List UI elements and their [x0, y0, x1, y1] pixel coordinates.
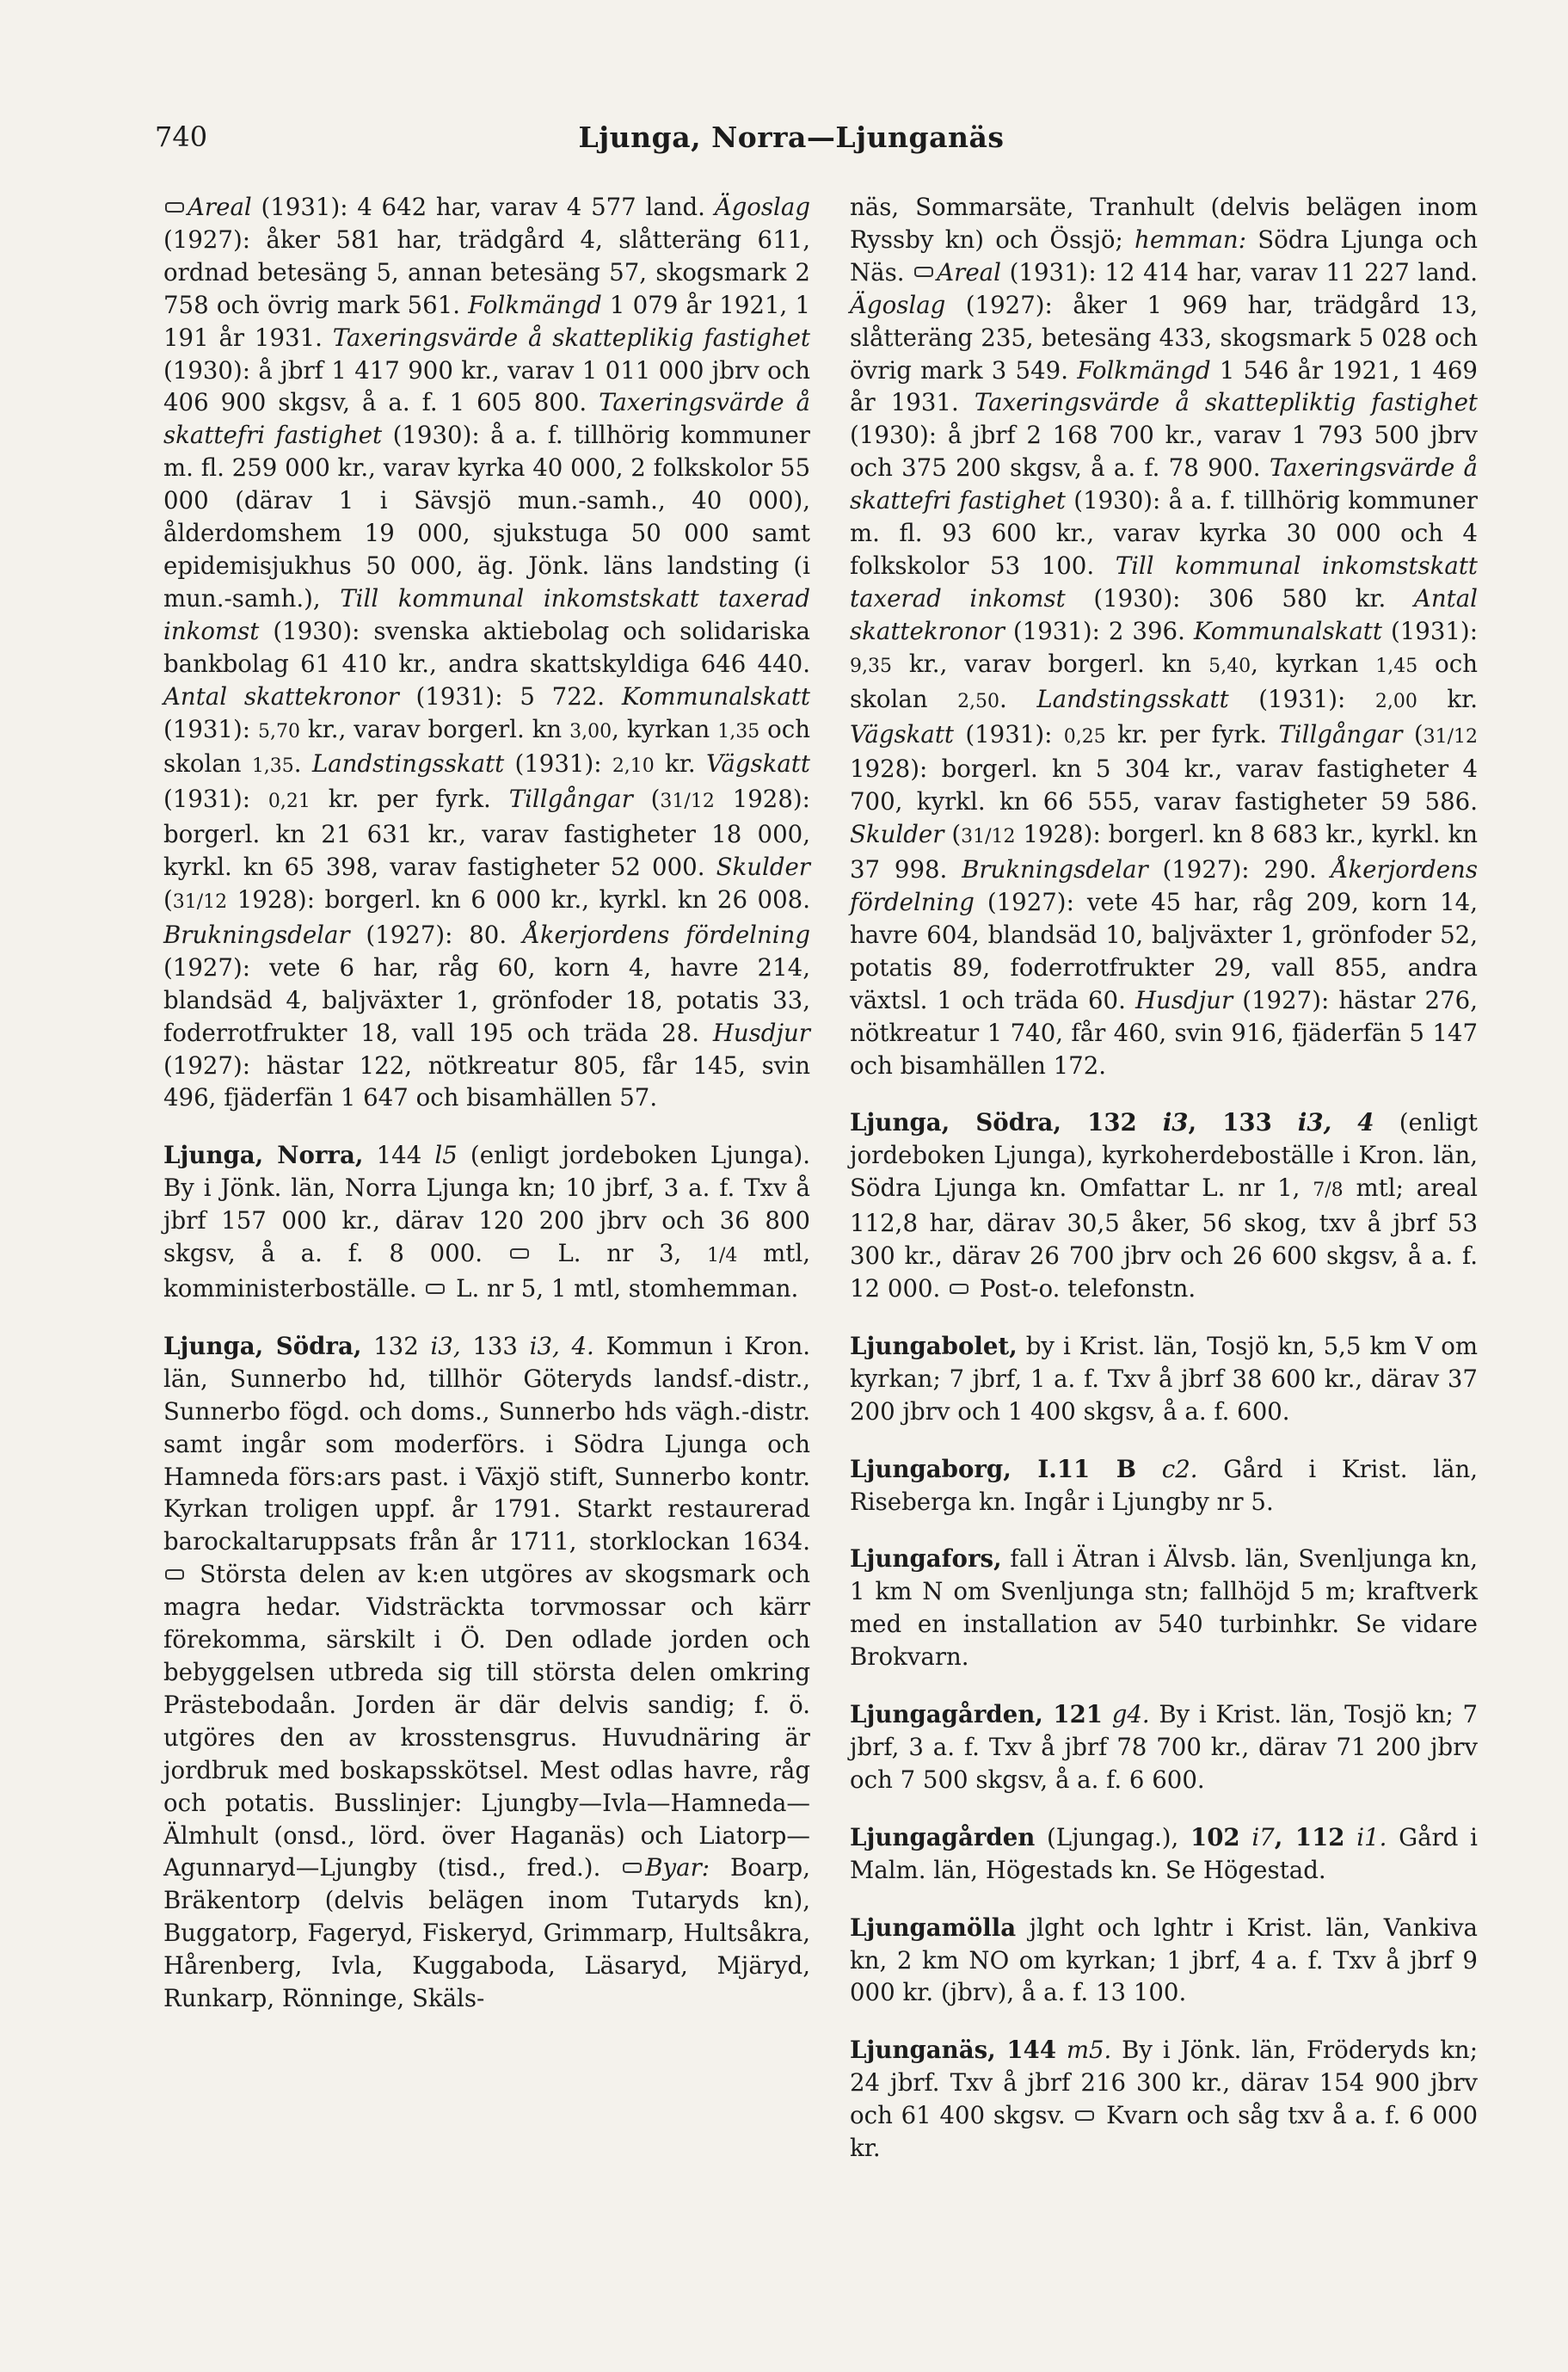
- subhead-taxeringsvarde-skattefri: Taxeringsvärde å skattefri fastighet: [850, 453, 1478, 515]
- subhead-inkomst: Till kommunal inkomstskatt taxerad inkomst: [850, 551, 1478, 613]
- subhead-kommunalskatt: Kommunalskatt: [1193, 616, 1382, 645]
- text: (: [163, 885, 173, 915]
- entry-ljunga-sodra-kyrkoherdebostalle: [850, 1106, 1478, 1304]
- text: Södra Ljunga och Näs.: [850, 225, 1479, 286]
- text: (1927): 290.: [1147, 855, 1331, 884]
- text: (1927): vete 6 har, råg 60, korn 4, havre 214, blandsäd 4, baljväxter 1, grönfoder 18, potatis 33, foderrotfrukter 18, vall 195 och träda 28.: [163, 952, 810, 1047]
- subhead-areal: Areal: [937, 257, 1001, 286]
- entry-headword: Ljungabolet,: [850, 1331, 1018, 1360]
- text: och skolan: [163, 714, 810, 779]
- text: 1928): borgerl. kn 5 304 kr., varav fastigheter 4 700, kyrkl. kn 66 555, varav fastigheter 59 586.: [850, 755, 1478, 816]
- text: (1927): hästar 276, nötkreatur 1 740, får 460, svin 916, fjäderfän 5 147 och bisamhällen 172.: [850, 985, 1478, 1080]
- text: (1930): å jbrf 1 417 900 kr., varav 1 011 000 jbrv och 406 900 skgsv, å a. f. 1 605 800.: [163, 355, 810, 417]
- subhead-brukningsdelar: Brukningsdelar: [163, 920, 350, 949]
- text: 1928): borgerl. kn 6 000 kr., kyrkl. kn 26 008.: [227, 885, 810, 915]
- text: mtl, komministerboställe.: [163, 1239, 810, 1303]
- entry-ljunga-sodra-kommun: [163, 1330, 810, 2015]
- subhead-brukningsdelar: Brukningsdelar: [962, 855, 1148, 884]
- paragraph-ljunga-sodra-stats: [850, 191, 1478, 1081]
- text: (: [632, 785, 661, 814]
- value: 1,35: [717, 720, 760, 742]
- subhead-akerjordens-fordelning: Åkerjordens fördelning: [850, 855, 1478, 917]
- text: mtl; areal 112,8 har, därav 30,5 åker, 56 skog, txv å jbrf 53 300 kr., därav 26 700 jbrv och 26 600 skgsv, å a. f. 12 000.: [850, 1174, 1478, 1303]
- text: näs, Sommarsäte, Tranhult (delvis belägen inom Ryssby kn) och Össjö;: [850, 193, 1478, 254]
- text: L. nr 3,: [532, 1239, 708, 1268]
- text: Största delen av k:en utgöres av skogsmark och magra hedar. Vidsträckta torvmossar och kärr förekomma, särskilt i Ö. Den odlade jorden och bebyggelsen utbreda sig till största delen omkring Prästebodaån. Jorden är där delvis sandig; f. ö. utgöres den av krosstensgrus. Huvudnäring är jordbruk med boskapsskötsel. Mest odlas havre, råg och potatis. Busslinjer: Ljungby—Ivla—Hamneda—Älmhult (onsd., lörd. över Haganäs) och Liatorp—Agunnaryd—Ljungby (tisd., fred.).: [163, 1560, 810, 1882]
- entry-ljungamolla: [850, 1912, 1478, 2010]
- text: 133: [460, 1331, 530, 1360]
- value: 5,40: [1208, 655, 1251, 677]
- entry-ljungagarden-tosjo: [850, 1698, 1478, 1796]
- text: Post-o. telefonstn.: [972, 1274, 1196, 1303]
- value: 9,35: [850, 655, 892, 677]
- subhead-landstingsskatt: Landstingsskatt: [311, 749, 505, 779]
- text: (1927): 80.: [349, 920, 523, 949]
- subhead-taxeringsvarde: Taxeringsvärde å skatteplikig fastighet: [332, 323, 810, 352]
- text: kr., varav borgerl. kn: [299, 714, 570, 743]
- section-mark-icon: [1075, 2110, 1094, 2121]
- map-ref: c2.: [1161, 1454, 1198, 1483]
- value: 31/12: [172, 891, 228, 914]
- value: 2,00: [1374, 690, 1417, 712]
- subhead-tillgangar: Tillgångar: [1278, 719, 1403, 749]
- entry-headword: Ljunga, Södra,: [850, 1108, 1062, 1137]
- map-ref: m5.: [1056, 2036, 1112, 2065]
- subhead-skulder: Skulder: [716, 853, 810, 882]
- text: 1 079 år 1921, 1 191 år 1931.: [163, 290, 810, 352]
- value: 1,35: [251, 755, 294, 778]
- text: By i Krist. län, Tosjö kn; 7 jbrf, 3 a. f. Txv å jbrf 78 700 kr., därav 71 200 jbrv och 7 500 skgsv, å a. f. 6 600.: [850, 1700, 1479, 1794]
- entry-ljunga-norra-by: [163, 1139, 810, 1305]
- section-mark-icon: [165, 202, 184, 213]
- subhead-landstingsskatt: Landstingsskatt: [1036, 684, 1229, 713]
- text: 132: [1061, 1108, 1163, 1137]
- text: (1931): 2 396.: [1004, 616, 1194, 645]
- text: (1927): åker 1 969 har, trädgård 13, slåtteräng 235, betesäng 433, skogsmark 5 028 och övrig mark 3 549.: [850, 290, 1478, 385]
- entry-headword: Ljungagården: [850, 1822, 1036, 1851]
- map-ref: i3: [1162, 1108, 1189, 1137]
- subhead-folkmangd: Folkmängd: [468, 290, 602, 319]
- text: 1928): borgerl. kn 8 683 kr., kyrkl. kn 37 998.: [850, 820, 1478, 884]
- subhead-agoslag: Ägoslag: [714, 193, 810, 221]
- subhead-taxeringsvarde: Taxeringsvärde å skattepliktig fastighet: [974, 388, 1478, 417]
- entry-ljungaborg: [850, 1453, 1478, 1519]
- page-number: 740: [155, 120, 208, 153]
- text: (1931):: [954, 719, 1064, 749]
- map-ref: i7: [1239, 1822, 1275, 1851]
- entry-headword: Ljunga, Södra,: [163, 1331, 362, 1360]
- text: 1928): borgerl. kn 21 631 kr., varav fastigheter 18 000, kyrkl. kn 65 398, varav fastigheter 52 000.: [163, 785, 810, 882]
- paragraph-ljunga-norra-stats: [163, 191, 810, 1114]
- text: (1927): åker 581 har, trädgård 4, slåtteräng 611, ordnad betesäng 5, annan betesäng 57, skogsmark 2 758 och övrig mark 561.: [163, 225, 810, 319]
- text: , kyrkan: [1251, 649, 1376, 678]
- text: By i Jönk. län, Fröderyds kn; 24 jbrf. Txv å jbrf 216 300 kr., därav 154 900 jbrv och 61 400 skgsv.: [850, 2036, 1478, 2130]
- value: 0,21: [267, 791, 311, 813]
- subhead-tillgangar: Tillgångar: [508, 785, 633, 814]
- text: kr.: [1417, 684, 1478, 713]
- text: by i Krist. län, Tosjö kn, 5,5 km V om kyrkan; 7 jbrf, 1 a. f. Txv å jbrf 38 600 kr., därav 37 200 jbrv och 1 400 skgsv, å a. f. 600.: [850, 1331, 1478, 1426]
- text: (1930): svenska aktiebolag och solidariska bankbolag 61 410 kr., andra skattskyldiga 646 440.: [163, 616, 810, 678]
- subhead-akerjordens-fordelning: Åkerjordens fördelning: [522, 920, 811, 949]
- text: (enligt jordeboken Ljunga). By i Jönk. län, Norra Ljunga kn; 10 jbrf, 3 a. f. Txv å jbrf 157 000 kr., därav 120 200 jbrv och 36 800 skgsv, å a. f. 8 000.: [163, 1141, 810, 1268]
- text: Gård i Malm. län, Högestads kn. Se Högestad.: [850, 1822, 1478, 1884]
- text: (1931): 4 642 har, varav 4 577 land.: [251, 193, 715, 221]
- value: 31/12: [660, 791, 715, 813]
- entry-ljungafors: [850, 1543, 1478, 1673]
- entry-ljungagarden-malm: [850, 1821, 1478, 1887]
- text: Gård i Krist. län, Riseberga kn. Ingår i Ljungby nr 5.: [850, 1454, 1478, 1516]
- entry-headword: Ljungagården, 121: [850, 1700, 1104, 1729]
- value: 2,50: [957, 690, 1000, 712]
- value: 31/12: [961, 826, 1016, 848]
- text: fall i Ätran i Älvsb. län, Svenljunga kn, 1 km N om Svenljunga stn; fallhöjd 5 m; kraftverk med en installation av 540 turbinhkr. Se vidare Brokvarn.: [850, 1544, 1478, 1672]
- map-ref: l5: [434, 1141, 458, 1170]
- subhead-hemman: hemman:: [1134, 225, 1246, 254]
- text: , 133: [1188, 1108, 1298, 1137]
- value: 2,10: [612, 755, 655, 778]
- map-ref: i3, 4.: [529, 1331, 594, 1360]
- page-header: [155, 120, 1428, 163]
- subhead-folkmangd: Folkmängd: [1077, 355, 1211, 385]
- text: (1931):: [163, 785, 268, 814]
- text: och skolan: [850, 649, 1478, 713]
- subhead-husdjur: Husdjur: [1134, 985, 1233, 1014]
- value: 31/12: [1423, 725, 1478, 748]
- section-mark-icon: [165, 1569, 184, 1580]
- text: (enligt jordeboken Ljunga), kyrkoherdeboställe i Kron. län, Södra Ljunga kn. Omfattar L. nr 1,: [850, 1108, 1478, 1203]
- text: (1931):: [1381, 616, 1478, 645]
- section-mark-icon: [914, 267, 933, 277]
- text: (: [944, 820, 962, 849]
- left-column: [163, 191, 810, 2015]
- subhead-skattekronor: Antal skattekronor: [163, 681, 399, 711]
- entry-headword: Ljungamölla: [850, 1913, 1017, 1942]
- subhead-skattekronor: Antal skattekronor: [850, 583, 1478, 645]
- value: 0,25: [1063, 725, 1106, 748]
- value: 1,45: [1375, 655, 1418, 677]
- section-mark-icon: [510, 1248, 529, 1259]
- entry-headword: Ljunga, Norra,: [163, 1141, 364, 1170]
- text: (1931):: [504, 749, 612, 779]
- text: 144: [363, 1141, 435, 1170]
- text: kr. per fyrk.: [310, 785, 509, 814]
- subhead-vagskatt: Vägskatt: [850, 719, 955, 749]
- text: Kommun i Kron. län, Sunnerbo hd, tillhör Göteryds landsf.-distr., Sunnerbo fögd. och doms., Sunnerbo hds vägh.-distr. samt ingår som moderförs. i Södra Ljunga och Hamneda förs:ars past. i Växjö stift, Sunnerbo kontr. Kyrkan troligen uppf. år 1791. Starkt restaurerad barockaltaruppsats från år 1711, storklockan 1634.: [163, 1331, 810, 1556]
- subhead-husdjur: Husdjur: [712, 1018, 810, 1047]
- text: (1930): å jbrf 2 168 700 kr., varav 1 793 500 jbrv och 375 200 skgsv, å a. f. 78 900.: [850, 421, 1478, 483]
- value: 7/8: [1313, 1180, 1344, 1202]
- text: (: [1402, 719, 1423, 749]
- entry-headword: Ljungafors,: [850, 1544, 1002, 1574]
- value: 1/4: [707, 1245, 738, 1267]
- subhead-taxeringsvarde-skattefri: Taxeringsvärde å skattefri fastighet: [163, 388, 810, 450]
- right-column: [850, 191, 1478, 2165]
- entry-headword: Ljunganäs, 144: [850, 2036, 1057, 2065]
- section-mark-icon: [950, 1284, 968, 1294]
- text: (1931):: [1228, 684, 1375, 713]
- text: jlght och lghtr i Krist. län, Vankiva kn, 2 km NO om kyrkan; 1 jbrf, 4 a. f. Txv å jbrf 9 000 kr. (jbrv), å a. f. 13 100.: [850, 1913, 1478, 2007]
- text: Kvarn och såg txv å a. f. 6 000 kr.: [850, 2101, 1478, 2163]
- section-mark-icon: [623, 1863, 642, 1873]
- text: 132: [361, 1331, 431, 1360]
- subhead-kommunalskatt: Kommunalskatt: [621, 681, 810, 711]
- text: Boarp, Bräkentorp (delvis belägen inom Tutaryds kn), Buggatorp, Fageryd, Fiskeryd, Grimmarp, Hultsåkra, Hårenberg, Ivla, Kuggaboda, Läsaryd, Mjäryd, Runkarp, Rönninge, Skäls-: [163, 1853, 810, 2013]
- text: (1927): hästar 122, nötkreatur 805, får 145, svin 496, fjäderfän 1 647 och bisamhällen 57.: [163, 1050, 810, 1112]
- map-ref: g4.: [1111, 1700, 1150, 1729]
- value: 3,00: [569, 720, 612, 742]
- text: kr. per fyrk.: [1105, 719, 1279, 749]
- text: , 112: [1274, 1822, 1345, 1851]
- text: .: [293, 749, 312, 779]
- entry-ljungabolet: [850, 1330, 1478, 1428]
- text: 1 546 år 1921, 1 469 år 1931.: [850, 355, 1478, 417]
- text: L. nr 5, 1 mtl, stomhemman.: [448, 1274, 799, 1303]
- text: 102: [1190, 1822, 1240, 1851]
- subhead-skulder: Skulder: [850, 820, 944, 849]
- text: (1931): 12 414 har, varav 11 227 land.: [1000, 257, 1478, 286]
- subhead-vagskatt: Vägskatt: [705, 749, 810, 779]
- map-ref: i3, 4: [1297, 1108, 1374, 1137]
- text: (1930): 306 580 kr.: [1065, 583, 1414, 613]
- subhead-areal: Areal: [188, 193, 252, 221]
- text: (1927): vete 45 har, råg 209, korn 14, havre 604, blandsäd 10, baljväxter 1, grönfoder 52, potatis 89, foderrotfrukter 29, vall 855, andra växtsl. 1 och träda 60.: [850, 888, 1478, 1014]
- text: (1931): 5 722.: [398, 681, 622, 711]
- subhead-inkomst: Till kommunal inkomstskatt taxerad inkomst: [163, 583, 810, 645]
- subhead-agoslag: Ägoslag: [850, 290, 946, 319]
- entry-headword: Ljungaborg, I.11 B: [850, 1454, 1137, 1483]
- section-mark-icon: [426, 1284, 445, 1294]
- running-title: Ljunga, Norra—Ljunganäs: [578, 120, 1005, 154]
- text: .: [999, 684, 1037, 713]
- text: (1930): å a. f. tillhörig kommuner m. fl. 259 000 kr., varav kyrka 40 000, 2 folkskolor 55 000 (därav 1 i Sävsjö mun.-samh., 40 000), ålderdomshem 19 000, sjukstuga 50 000 samt epidemisjukhus 50 000, äg. Jönk. läns landsting (i mun.-samh.),: [163, 421, 811, 613]
- subhead-byar: Byar:: [645, 1853, 710, 1882]
- text: (1930): å a. f. tillhörig kommuner m. fl. 93 600 kr., varav kyrka 30 000 och 4 folkskolor 53 100.: [850, 486, 1478, 580]
- text: , kyrkan: [612, 714, 718, 743]
- text: kr.: [654, 749, 706, 779]
- map-ref: i1.: [1344, 1822, 1387, 1851]
- value: 5,70: [258, 720, 300, 742]
- entry-ljunganas: [850, 2034, 1478, 2165]
- map-ref: i3,: [430, 1331, 461, 1360]
- text: kr., varav borgerl. kn: [891, 649, 1209, 678]
- text: (Ljungag.),: [1035, 1822, 1191, 1851]
- text: (1931):: [163, 714, 258, 743]
